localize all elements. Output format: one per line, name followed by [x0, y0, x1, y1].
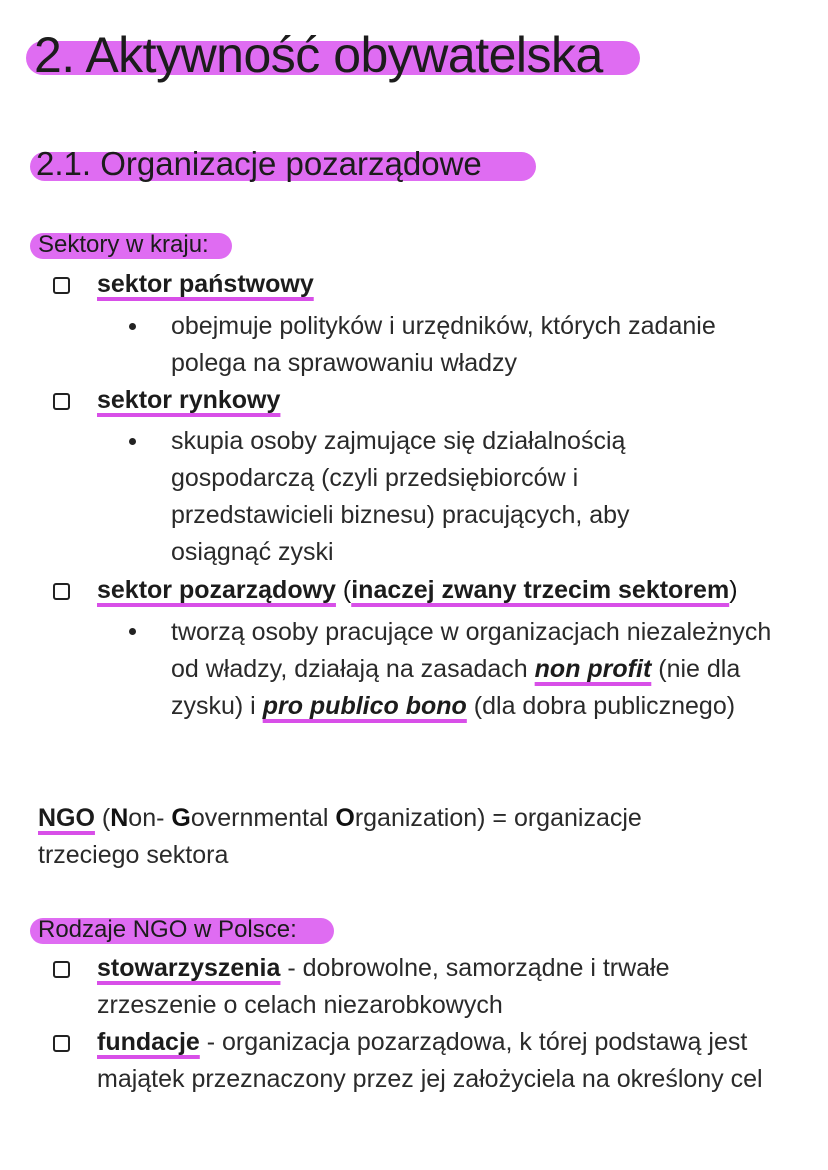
sector-term: sektor pozarządowy (inaczej zwany trzecim sektorem)	[97, 576, 738, 604]
ngo-types-label: Rodzaje NGO w Polsce:	[38, 916, 297, 943]
checkbox[interactable]	[53, 583, 70, 600]
ngo-type-item: fundacje - organizacja pozarządowa, k tórej podstawą jest majątek przeznaczony przez jej założyciela na określony cel	[97, 1028, 763, 1093]
checkbox[interactable]	[53, 961, 70, 978]
non-profit-term: non profit	[534, 655, 652, 683]
bullet	[129, 323, 136, 330]
bullet	[129, 628, 136, 635]
checkbox[interactable]	[53, 393, 70, 410]
section-title: 2.1. Organizacje pozarządowe	[36, 145, 482, 182]
ngo-definition: NGO (Non- Governmental Organization) = organizacje trzeciego sektora	[38, 804, 642, 869]
checkbox[interactable]	[53, 1035, 70, 1052]
ngo-type-item: stowarzyszenia - dobrowolne, samorządne i trwałe zrzeszenie o celach niezarobkowych	[97, 954, 670, 1019]
sectors-label: Sektory w kraju:	[38, 231, 209, 258]
sector-description: tworzą osoby pracujące w organizacjach niezależnych od władzy, działają na zasadach non profit (nie dla zysku) i pro publico bono (dla dobra publicznego)	[171, 618, 772, 720]
page-title: 2. Aktywność obywatelska	[34, 27, 603, 83]
checkbox[interactable]	[53, 277, 70, 294]
sector-description: obejmuje polityków i urzędników, których zadanie polega na sprawowaniu władzy	[171, 312, 716, 377]
bullet	[129, 438, 136, 445]
sector-term: sektor rynkowy	[97, 386, 281, 414]
pro-publico-bono-term: pro publico bono	[262, 692, 467, 720]
sector-term: sektor państwowy	[97, 270, 314, 298]
sector-description: skupia osoby zajmujące się działalnością gospodarczą (czyli przedsiębiorców i przedstawicieli biznesu) pracujących, aby osiągnąć zyski	[171, 427, 630, 566]
